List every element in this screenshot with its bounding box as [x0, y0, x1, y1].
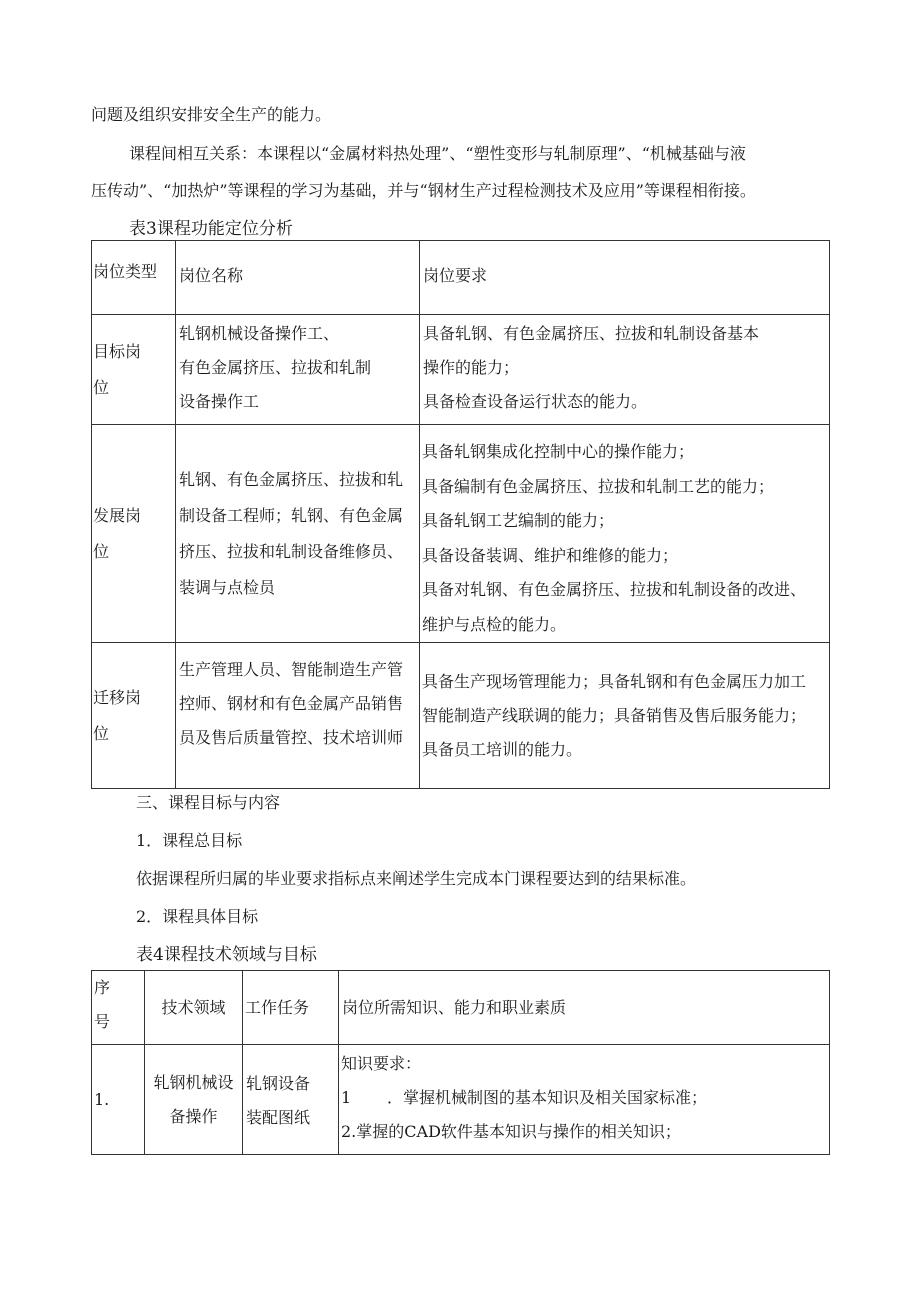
table3-course-function [91, 240, 830, 789]
overall-goal-text: 依据课程所归属的毕业要求指标点来阐述学生完成本门课程要达到的结果标准。 [136, 869, 697, 888]
post-type-cell: 发展岗 位 [92, 425, 176, 643]
table4-header-row [92, 971, 830, 1045]
post-req-cell: 具备轧钢、有色金属挤压、拉拔和轧制设备基本 操作的能力； 具备检查设备运行状态的能力。 [420, 315, 830, 425]
post-name-cell: 轧钢、有色金属挤压、拉拔和轧 制设备工程师；轧钢、有色金属 挤压、拉拔和轧制设备维修员、 装调与点检员 [176, 425, 420, 643]
table4-tech-domain [91, 970, 830, 1155]
header-post-type: 岗位类型 [92, 241, 176, 315]
header-post-name: 岗位名称 [176, 241, 420, 315]
table3-header-row [92, 241, 830, 315]
header-seq: 序 号 [92, 971, 145, 1045]
header-work-task: 工作任务 [243, 971, 339, 1045]
post-req-cell: 具备轧钢集成化控制中心的操作能力； 具备编制有色金属挤压、拉拔和轧制工艺的能力； 具备轧钢工艺编制的能力； 具备设备装调、维护和维修的能力； 具备对轧钢、有色金属挤压、拉拔和轧制设备的改进、 维护与点检的能力。 [420, 425, 830, 643]
header-post-req: 岗位要求 [420, 241, 830, 315]
post-name-cell: 轧钢机械设备操作工、 有色金属挤压、拉拔和轧制 设备操作工 [176, 315, 420, 425]
table-row [92, 425, 830, 643]
table-row [92, 315, 830, 425]
table3-caption: 表3课程功能定位分析 [129, 219, 293, 239]
intro-line: 问题及组织安排安全生产的能力。 [91, 105, 332, 124]
section-heading: 三、课程目标与内容 [136, 793, 281, 812]
table-row [92, 643, 830, 789]
tech-domain-cell: 轧钢机械设 备操作 [145, 1045, 243, 1155]
post-type-cell: 迁移岗 位 [92, 643, 176, 789]
table4-caption: 表4课程技术领域与目标 [136, 945, 317, 965]
work-task-cell: 轧钢设备 装配图纸 [243, 1045, 339, 1155]
header-tech-domain: 技术领域 [145, 971, 243, 1045]
course-relation-line-1: 课程间相互关系：本课程以“金属材料热处理”、“塑性变形与轧制原理”、“机械基础与液 [129, 144, 746, 163]
post-req-cell: 具备生产现场管理能力；具备轧钢和有色金属压力加工 智能制造产线联调的能力；具备销售及售后服务能力； 具备员工培训的能力。 [420, 643, 830, 789]
header-knowledge: 岗位所需知识、能力和职业素质 [339, 971, 830, 1045]
post-type-cell: 目标岗 位 [92, 315, 176, 425]
seq-cell: 1. [92, 1045, 145, 1155]
post-name-cell: 生产管理人员、智能制造生产管 控师、钢材和有色金属产品销售 员及售后质量管控、技术培训师 [176, 643, 420, 789]
course-relation-line-2: 压传动”、“加热炉”等课程的学习为基础，并与“钢材生产过程检测技术及应用”等课程相衔接。 [91, 181, 756, 200]
table-row [92, 1045, 830, 1155]
knowledge-cell: 知识要求： 1 ．掌握机械制图的基本知识及相关国家标准； 2.掌握的CAD软件基本知识与操作的相关知识； [339, 1045, 830, 1155]
subsection-overall-goal: 1．课程总目标 [136, 831, 243, 850]
subsection-specific-goal: 2．课程具体目标 [136, 907, 259, 926]
